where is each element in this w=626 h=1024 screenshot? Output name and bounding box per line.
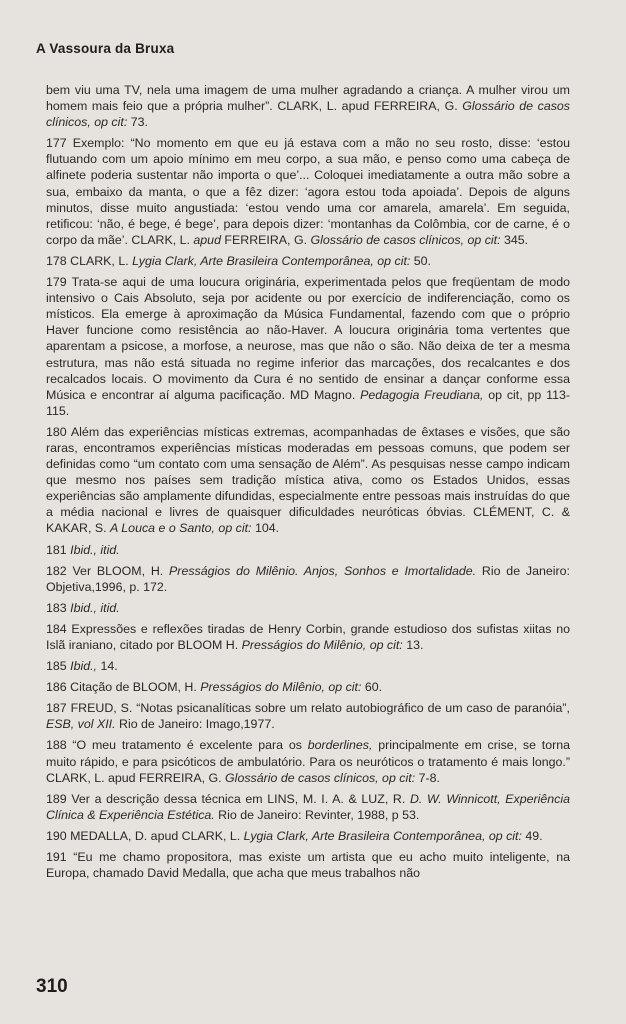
page-number: 310 xyxy=(36,976,68,997)
endnote-italic-text: Glossário de casos clínicos, op cit: xyxy=(46,99,571,130)
running-head-title: A Vassoura da Bruxa xyxy=(36,41,175,56)
endnote-text: Rio de Janeiro: Revinter, 1988, p 53. xyxy=(214,807,420,822)
endnote-italic-text: Pedagogia Freudiana, xyxy=(360,387,484,402)
endnote-178 xyxy=(46,253,570,269)
endnote-italic-text: Presságios do Milênio. Anjos, Sonhos e Imortalidade. xyxy=(169,563,477,578)
endnote-text: 104. xyxy=(251,521,280,536)
endnote-italic-text: Presságios do Milênio, op cit: xyxy=(241,638,403,652)
endnote-italic-text: Lygia Clark, Arte Brasileira Contemporânea, op cit: xyxy=(243,828,522,843)
endnote-184 xyxy=(46,621,570,653)
endnote-italic-text: Presságios do Milênio, op cit: xyxy=(200,680,362,695)
endnote-italic-text: Ibid., xyxy=(70,659,97,674)
endnote-180 xyxy=(46,424,570,537)
endnote-text: 190 MEDALLA, D. apud CLARK, L. xyxy=(46,828,244,843)
endnote-189 xyxy=(46,791,570,823)
endnote-italic-text: Ibid., itid. xyxy=(70,542,120,557)
endnote-190 xyxy=(46,828,570,844)
endnote-italic-text: borderlines, xyxy=(307,738,373,753)
endnote-text: 345. xyxy=(500,232,529,247)
endnote-text: 50. xyxy=(410,253,431,268)
endnote-text: 73. xyxy=(127,115,148,130)
endnote-text: 188 “O meu tratamento é excelente para os xyxy=(46,738,308,753)
endnote-text: 185 xyxy=(46,659,71,674)
endnote-181 xyxy=(46,542,570,558)
endnote-text: op cit, pp 113-115. xyxy=(46,387,571,418)
endnote-text: 189 Ver a descrição dessa técnica em LINS, M. I. A. & LUZ, R. xyxy=(46,791,410,806)
endnote-text: 186 Citação de BLOOM, H. xyxy=(46,680,201,695)
endnote-text: 181 xyxy=(46,542,71,557)
endnote-italic-text: ESB, vol XII. xyxy=(46,717,116,732)
endnote-text: 178 CLARK, L. xyxy=(46,253,133,268)
endnote-text: 183 xyxy=(46,600,71,615)
endnote-text: Rio de Janeiro: Imago,1977. xyxy=(115,717,275,732)
endnote-text: 13. xyxy=(402,638,424,652)
endnote-191 xyxy=(46,849,570,881)
endnote-186 xyxy=(46,679,570,695)
endnote-text: 179 Trata-se aqui de uma loucura originária, experimentada pelos que freqüentam de modo intensivo o Cais Absoluto, seja por acidente ou por exercício de indiferenciação, como os místicos. Ela emerge à aproximação da Música Fundamental, fazendo com que o próprio Haver funcione como resistência ao não-Haver. A loucura originária toma vertentes que aparentam a psicose, a morfose, a neurose, mas que não o são. Não deixa de ter a mesma estrutura, mas não está situada no regime inferior das marcações, dos recalcantes e dos recalcados locais. O movimento da Cura é no sentido de ensinar a dançar conforme essa Música e encontrar aí alguma pacificação. MD Magno. xyxy=(46,275,570,402)
endnote-italic-text: A Louca e o Santo, op cit: xyxy=(110,521,252,536)
endnote-179 xyxy=(46,274,570,419)
endnote-188 xyxy=(46,737,570,785)
endnote-text: 187 FREUD, S. “Notas psicanalíticas sobre um relato autobiográfico de um caso de paranóia”, xyxy=(46,701,570,716)
endnote-185 xyxy=(46,658,570,674)
endnote-183 xyxy=(46,600,570,616)
endnote-italic-text: D. W. Winnicott, Experiência Clínica & Experiência Estética. xyxy=(46,791,570,822)
endnote-text: 14. xyxy=(97,659,118,674)
endnote-text: Rio de Janeiro: Objetiva,1996, p. 172. xyxy=(46,563,570,594)
endnote-text: 182 Ver BLOOM, H. xyxy=(46,563,170,578)
endnote-text: 60. xyxy=(361,680,383,695)
endnote-text: 184 Expressões e reflexões tiradas de Henry Corbin, grande estudioso dos sufistas xiitas no Islã iraniano, citado por BLOOM H. xyxy=(46,621,570,652)
endnote-text: FERREIRA, G. xyxy=(220,232,311,247)
endnote-text: 7-8. xyxy=(415,770,440,785)
endnote-italic-text: Glossário de casos clínicos, op cit: xyxy=(225,770,416,785)
endnote-187 xyxy=(46,700,570,732)
endnote-182 xyxy=(46,563,570,595)
endnote-text: 49. xyxy=(521,828,543,843)
endnote-text: 180 Além das experiências místicas extremas, acompanhadas de êxtases e visões, que são raras, encontramos experiências místicas moderadas em pessoas comuns, que podem ser definidas como “um contato com uma sensação de Além”. As pesquisas nesse campo indicam que mesmo nos países sem tradição mística ativa, como os Estados Unidos, essas experiências são amplamente difundidas, especialmente entre pessoas mais instruídas do que a média nacional e livres de quaisquer dificuldades neuróticas óbvias. CLÉMENT, C. & KAKAR, S. xyxy=(46,424,570,536)
endnote-italic-text: Lygia Clark, Arte Brasileira Contemporânea, op cit: xyxy=(132,253,411,268)
endnote-cont xyxy=(46,82,570,130)
endnote-text: 177 Exemplo: “No momento em que eu já estava com a mão no seu rosto, disse: ‘estou flutuando com um apoio mínimo em meu corpo, a sua mão, e penso como uma cabeça de alfinete poderia sustentar não importa o que’... Coloquei imediatamente a outra mão sobre a sua, embaixo da manta, o que a fêz dizer: ‘agora estou toda apoiada’. Depois de alguns minutos, disse muito angustiada: ‘estou vendo uma cor amarela, amarela’. Em seguida, retificou: ‘não, é bege, é bege’, para depois dizer: ‘montanhas da Colômbia, cor de carne, é o corpo da mãe’. CLARK, L. xyxy=(46,136,570,247)
endnote-italic-text: apud xyxy=(193,232,221,247)
endnote-text: bem viu uma TV, nela uma imagem de uma mulher agradando a criança. A mulher virou um homem mais feio que a própria mulher”. CLARK, L. apud FERREIRA, G. xyxy=(46,83,570,114)
endnote-text: 191 “Eu me chamo propositora, mas existe um artista que eu acho muito inteligente, na Europa, chamado David Medalla, que acha que meus trabalhos não xyxy=(46,850,570,881)
endnote-177 xyxy=(46,135,570,248)
endnote-italic-text: Glossário de casos clínicos, op cit: xyxy=(310,232,501,247)
endnote-text: principalmente em crise, se torna muito rápido, e para psicóticos de ambulatório. Para os neuróticos o tratamento é mais longo.” CLARK, L. apud FERREIRA, G. xyxy=(46,738,570,785)
endnote-italic-text: Ibid., itid. xyxy=(70,600,120,615)
endnotes xyxy=(46,82,570,886)
